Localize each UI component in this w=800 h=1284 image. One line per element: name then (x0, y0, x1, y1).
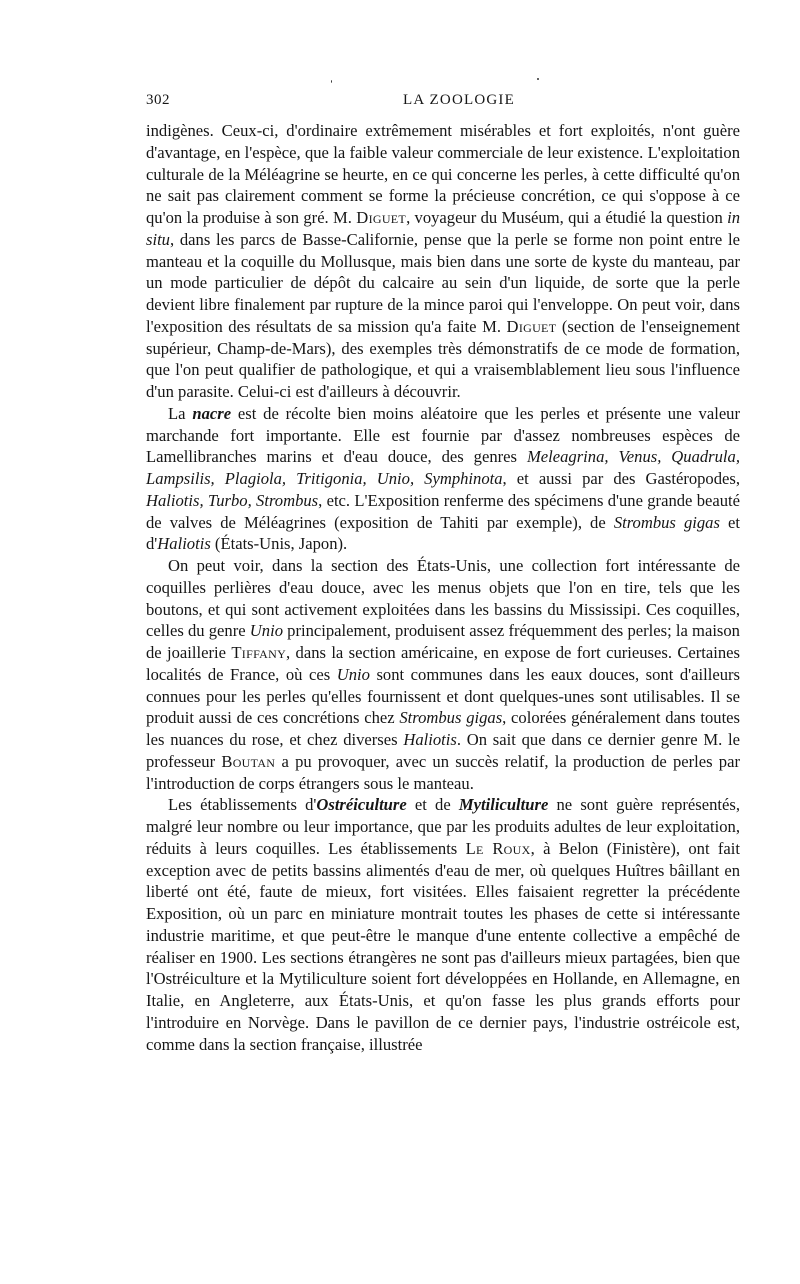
person-name: Diguet (356, 208, 407, 227)
bold-italic-term: Ostréiculture (316, 795, 407, 815)
text-run: (section de l'enseignement supérieur, Champ-de-Mars), des exemples très démonstratifs de ce mode de formation, que l'on peut qualifier de pathologique, et qui a vraisemblablement lieu sous l'influence d'un parasite. Celui-ci est d'ailleurs à découvrir. (146, 316, 740, 401)
text-run: On peut voir, dans la section des États-Unis, une collection fort intéressante de coquilles perlières d'eau douce, avec les menus objets que l'on en tire, tels que les boutons, et qui sont activement exploitées dans les bassins du Mississipi. Ces coquilles, celles du genre (146, 556, 740, 641)
paragraph-nacre (146, 403, 740, 555)
text-run: et de (406, 795, 459, 815)
text-run: . On sait que dans ce dernier genre M. le professeur (146, 730, 740, 771)
text-run: , à Belon (Finistère), ont fait exception avec de petits bassins alimentés d'eau de mer, où quelques Huîtres bâillant en liberté ont été, faute de mieux, fort visitées. Elles faisaient regretter la précédente Exposition, où un parc en miniature montrait toutes les phases de cette si intéressante industrie maritime, et que peut-être le manque d'une entente collective a empêché de réaliser en 1900. Les sections étrangères ne sont pas d'ailleurs mieux partagées, bien que l'Ostréiculture et la Mytiliculture soient fort développées en Hollande, en Allemagne, en Italie, en Angleterre, aux États-Unis, et qu'on fasse les plus grands efforts pour l'introduire en Norvège. Dans le pavillon de ce dernier pays, l'industrie ostréicole est, comme dans la section française, illustrée (146, 838, 741, 1054)
italic-term: Haliotis (403, 730, 457, 749)
bold-italic-term: Mytiliculture (458, 795, 549, 815)
text-run: est de récolte bien moins aléatoire que les perles et présente une valeur marchande fort importante. Elle est fournie par d'assez nombreuses espèces de Lamellibranches marins et d'eau douce, des genres (146, 403, 741, 467)
text-run: indigènes. Ceux-ci, d'ordinaire extrêmement misérables et fort exploités, n'ont guère d'avantage, en l'espèce, que la faible valeur commerciale de leur existence. L'exploitation culturale de la Méléagrine se heurte, en ce qui concerne les perles, à cette difficulté qu'on ne sait pas clairement comment se forme la précieuse concrétion, ce qui s'oppose à ce qu'on la produise à son gré. M. (146, 121, 740, 227)
person-name: Le Roux (465, 838, 531, 858)
print-speck (537, 78, 539, 80)
page-number: 302 (146, 92, 170, 108)
italic-term: Strombus gigas (613, 512, 720, 532)
italic-term: Haliotis (157, 534, 211, 554)
print-speck (331, 80, 332, 83)
italic-term: Haliotis, Turbo, Strombus (146, 490, 319, 510)
person-name: Tiffany (231, 643, 287, 662)
text-run: , etc. L'Exposition renferme des spécimens d'une grande beauté de valves de Méléagrines (exposition de Tahiti par exemple), de (146, 490, 741, 532)
text-run: (États-Unis, Japon). (210, 534, 348, 554)
text-run: sont communes dans les eaux douces, sont d'ailleurs connues pour les perles qu'elles fournissent et dont quelques-unes sont utilisables. Il se produit aussi de ces concrétions chez (146, 664, 740, 728)
text-run: et d' (146, 512, 740, 554)
text-run: , colorées généralement dans toutes les nuances du rose, et chez diverses (146, 708, 741, 749)
page-header (146, 92, 740, 114)
text-run: principalement, produisent assez fréquemment des perles; la maison de joaillerie (146, 621, 740, 662)
person-name: Boutan (221, 751, 276, 771)
italic-term: Unio (249, 621, 283, 641)
person-name: Diguet (506, 316, 557, 336)
page-body (146, 120, 740, 1055)
text-run: ne sont guère représentés, malgré leur nombre ou leur importance, que par les produits adultes de leur exploitation, réduits à leurs coquilles. Les établissements (146, 795, 740, 858)
paragraph-pearl-formation (146, 120, 740, 403)
italic-term: Unio (336, 664, 370, 684)
italic-term: Strombus gigas (399, 708, 503, 728)
text-run: Les établissements d' (168, 795, 317, 815)
text-run: , voyageur du Muséum, qui a étudié la question (406, 208, 728, 227)
book-page (146, 92, 740, 1055)
running-title: LA ZOOLOGIE (403, 92, 515, 108)
text-run: , dans la section américaine, en expose de fort curieuses. Certaines localités de France, où ces (146, 643, 740, 684)
text-run: a pu provoquer, avec un succès relatif, la production de perles par l'introduction de corps étrangers sous le manteau. (146, 751, 740, 793)
italic-term: in situ (146, 208, 740, 249)
text-run: La (168, 403, 193, 423)
paragraph-ostreiculture (146, 794, 740, 1055)
italic-term: Meleagrina, Venus, Quadrula, Lampsilis, Plagiola, Tritigonia, Unio, Symphinota (146, 447, 740, 488)
text-run: , dans les parcs de Basse-Californie, pense que la perle se forme non point entre le manteau et la coquille du Mollusque, mais bien dans une sorte de kyste du manteau, par un mode particulier de dépôt du calcaire au sein d'un liquide, de sorte que la perle devient libre finalement par rupture de la mince paroi qui l'enveloppe. On peut voir, dans l'exposition des résultats de sa mission qu'a faite M. (146, 229, 740, 336)
paragraph-united-states (146, 555, 740, 794)
text-run: , et aussi par des Gastéropodes, (502, 469, 741, 488)
bold-italic-term: nacre (192, 403, 232, 423)
